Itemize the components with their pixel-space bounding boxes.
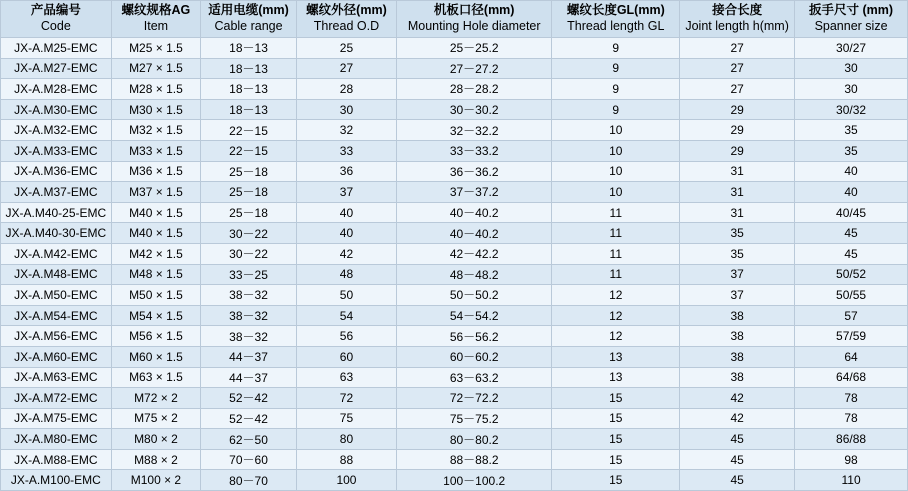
table-cell: 78 — [795, 408, 908, 429]
cell-item: M37 × 1.5 — [111, 182, 200, 203]
column-header-4 — [296, 1, 396, 38]
table-row — [1, 243, 908, 264]
table-row — [1, 202, 908, 223]
cell-item: M88 × 2 — [111, 449, 200, 470]
cell-code: JX-A.M56-EMC — [1, 326, 112, 347]
table-cell: 9 — [552, 79, 680, 100]
column-header-cn: 机板口径(mm) — [433, 3, 515, 18]
table-row — [1, 449, 908, 470]
column-header-2 — [111, 1, 200, 38]
table-cell: 42－42.2 — [396, 243, 551, 264]
column-header-en: Thread O.D — [313, 19, 380, 33]
table-cell: 54－54.2 — [396, 305, 551, 326]
table-row — [1, 429, 908, 450]
table-cell: 62－50 — [201, 429, 297, 450]
table-cell: 45 — [680, 429, 795, 450]
table-cell: 18－13 — [201, 58, 297, 79]
table-cell: 45 — [680, 449, 795, 470]
table-cell: 50－50.2 — [396, 285, 551, 306]
table-cell: 42 — [680, 388, 795, 409]
table-cell: 30－22 — [201, 243, 297, 264]
table-row — [1, 305, 908, 326]
table-cell: 31 — [680, 182, 795, 203]
table-cell: 72－72.2 — [396, 388, 551, 409]
cell-item: M80 × 2 — [111, 429, 200, 450]
table-cell: 45 — [795, 223, 908, 244]
cell-code: JX-A.M42-EMC — [1, 243, 112, 264]
table-row — [1, 140, 908, 161]
table-cell: 30 — [795, 79, 908, 100]
table-cell: 56－56.2 — [396, 326, 551, 347]
cell-item: M60 × 1.5 — [111, 346, 200, 367]
cell-code: JX-A.M33-EMC — [1, 140, 112, 161]
cell-item: M56 × 1.5 — [111, 326, 200, 347]
table-cell: 10 — [552, 161, 680, 182]
cell-item: M25 × 1.5 — [111, 38, 200, 59]
table-cell: 75 — [296, 408, 396, 429]
cell-code: JX-A.M75-EMC — [1, 408, 112, 429]
table-cell: 42 — [680, 408, 795, 429]
table-cell: 38 — [680, 346, 795, 367]
table-cell: 25－18 — [201, 202, 297, 223]
table-cell: 18－13 — [201, 99, 297, 120]
table-cell: 63－63.2 — [396, 367, 551, 388]
table-cell: 80 — [296, 429, 396, 450]
table-cell: 13 — [552, 346, 680, 367]
table-cell: 27 — [680, 38, 795, 59]
table-row — [1, 182, 908, 203]
cell-item: M63 × 1.5 — [111, 367, 200, 388]
column-header-en: Thread length GL — [567, 19, 665, 33]
cell-item: M75 × 2 — [111, 408, 200, 429]
column-header-cn: 产品编号 — [30, 3, 81, 18]
table-cell: 31 — [680, 161, 795, 182]
table-row — [1, 120, 908, 141]
table-cell: 27 — [296, 58, 396, 79]
cell-item: M48 × 1.5 — [111, 264, 200, 285]
table-cell: 27－27.2 — [396, 58, 551, 79]
table-cell: 40－40.2 — [396, 202, 551, 223]
cell-code: JX-A.M27-EMC — [1, 58, 112, 79]
table-cell: 29 — [680, 120, 795, 141]
column-header-cn: 接合长度 — [712, 3, 763, 18]
cell-code: JX-A.M30-EMC — [1, 99, 112, 120]
table-cell: 9 — [552, 58, 680, 79]
table-cell: 45 — [680, 470, 795, 491]
table-cell: 15 — [552, 449, 680, 470]
table-cell: 25－25.2 — [396, 38, 551, 59]
cell-code: JX-A.M63-EMC — [1, 367, 112, 388]
table-row — [1, 346, 908, 367]
column-header-cn: 扳手尺寸 (mm) — [809, 3, 894, 18]
table-cell: 35 — [680, 243, 795, 264]
table-cell: 50 — [296, 285, 396, 306]
column-header-cn: 螺纹外径(mm) — [306, 3, 387, 18]
cell-code: JX-A.M50-EMC — [1, 285, 112, 306]
table-row — [1, 38, 908, 59]
cell-item: M27 × 1.5 — [111, 58, 200, 79]
cell-code: JX-A.M32-EMC — [1, 120, 112, 141]
table-cell: 56 — [296, 326, 396, 347]
table-cell: 37－37.2 — [396, 182, 551, 203]
table-cell: 38 — [680, 326, 795, 347]
column-header-en: Spanner size — [814, 19, 888, 33]
column-header-5 — [396, 1, 551, 38]
table-cell: 60 — [296, 346, 396, 367]
table-cell: 37 — [680, 285, 795, 306]
column-header-8 — [795, 1, 908, 38]
column-header-1 — [1, 1, 112, 38]
table-cell: 42 — [296, 243, 396, 264]
table-cell: 32 — [296, 120, 396, 141]
table-cell: 36 — [296, 161, 396, 182]
table-cell: 10 — [552, 140, 680, 161]
table-cell: 40 — [296, 202, 396, 223]
header-row — [1, 1, 908, 38]
table-row — [1, 223, 908, 244]
cell-code: JX-A.M25-EMC — [1, 38, 112, 59]
table-body — [1, 38, 908, 491]
table-cell: 40 — [795, 182, 908, 203]
cell-code: JX-A.M40-30-EMC — [1, 223, 112, 244]
table-cell: 9 — [552, 99, 680, 120]
table-cell: 64 — [795, 346, 908, 367]
table-cell: 15 — [552, 388, 680, 409]
table-row — [1, 161, 908, 182]
table-cell: 57/59 — [795, 326, 908, 347]
table-cell: 22－15 — [201, 140, 297, 161]
table-cell: 80－80.2 — [396, 429, 551, 450]
cell-code: JX-A.M40-25-EMC — [1, 202, 112, 223]
table-cell: 75－75.2 — [396, 408, 551, 429]
table-cell: 30/27 — [795, 38, 908, 59]
cell-item: M33 × 1.5 — [111, 140, 200, 161]
table-cell: 11 — [552, 264, 680, 285]
table-cell: 25－18 — [201, 182, 297, 203]
table-cell: 29 — [680, 140, 795, 161]
cell-code: JX-A.M80-EMC — [1, 429, 112, 450]
column-header-3 — [201, 1, 297, 38]
table-cell: 80－70 — [201, 470, 297, 491]
table-cell: 57 — [795, 305, 908, 326]
table-cell: 29 — [680, 99, 795, 120]
table-cell: 40 — [795, 161, 908, 182]
column-header-en: Mounting Hole diameter — [407, 19, 541, 33]
table-cell: 45 — [795, 243, 908, 264]
table-cell: 12 — [552, 305, 680, 326]
table-row — [1, 99, 908, 120]
table-cell: 48 — [296, 264, 396, 285]
table-cell: 25 — [296, 38, 396, 59]
table-cell: 54 — [296, 305, 396, 326]
table-cell: 11 — [552, 243, 680, 264]
cell-item: M32 × 1.5 — [111, 120, 200, 141]
column-header-en: Code — [40, 19, 71, 33]
column-header-en: Item — [143, 19, 169, 33]
table-cell: 44－37 — [201, 346, 297, 367]
table-cell: 36－36.2 — [396, 161, 551, 182]
column-header-cn: 螺纹长度GL(mm) — [566, 3, 665, 18]
table-row — [1, 285, 908, 306]
cell-code: JX-A.M54-EMC — [1, 305, 112, 326]
cell-item: M30 × 1.5 — [111, 99, 200, 120]
table-row — [1, 367, 908, 388]
table-header — [1, 1, 908, 38]
table-cell: 63 — [296, 367, 396, 388]
table-cell: 30－22 — [201, 223, 297, 244]
table-cell: 78 — [795, 388, 908, 409]
table-cell: 30 — [795, 58, 908, 79]
table-row — [1, 326, 908, 347]
table-row — [1, 58, 908, 79]
cell-item: M72 × 2 — [111, 388, 200, 409]
table-cell: 100 — [296, 470, 396, 491]
cell-code: JX-A.M37-EMC — [1, 182, 112, 203]
table-cell: 11 — [552, 223, 680, 244]
table-cell: 32－32.2 — [396, 120, 551, 141]
table-cell: 18－13 — [201, 79, 297, 100]
table-cell: 30/32 — [795, 99, 908, 120]
cell-code: JX-A.M36-EMC — [1, 161, 112, 182]
table-cell: 40 — [296, 223, 396, 244]
table-row — [1, 388, 908, 409]
cell-code: JX-A.M28-EMC — [1, 79, 112, 100]
table-cell: 98 — [795, 449, 908, 470]
table-cell: 22－15 — [201, 120, 297, 141]
cell-code: JX-A.M88-EMC — [1, 449, 112, 470]
cell-item: M100 × 2 — [111, 470, 200, 491]
table-cell: 12 — [552, 285, 680, 306]
table-cell: 11 — [552, 202, 680, 223]
table-cell: 37 — [296, 182, 396, 203]
table-row — [1, 470, 908, 491]
table-cell: 52－42 — [201, 408, 297, 429]
table-cell: 18－13 — [201, 38, 297, 59]
table-cell: 72 — [296, 388, 396, 409]
table-cell: 15 — [552, 408, 680, 429]
table-cell: 27 — [680, 79, 795, 100]
column-header-en: Cable range — [214, 19, 283, 33]
table-cell: 60－60.2 — [396, 346, 551, 367]
table-cell: 52－42 — [201, 388, 297, 409]
table-cell: 38－32 — [201, 305, 297, 326]
table-cell: 35 — [795, 140, 908, 161]
table-cell: 30－30.2 — [396, 99, 551, 120]
table-cell: 10 — [552, 182, 680, 203]
cell-item: M42 × 1.5 — [111, 243, 200, 264]
table-cell: 30 — [296, 99, 396, 120]
column-header-cn: 螺纹规格AG — [121, 3, 191, 18]
table-cell: 38 — [680, 305, 795, 326]
cell-item: M40 × 1.5 — [111, 223, 200, 244]
cell-code: JX-A.M60-EMC — [1, 346, 112, 367]
table-cell: 100－100.2 — [396, 470, 551, 491]
cell-item: M28 × 1.5 — [111, 79, 200, 100]
table-cell: 38 — [680, 367, 795, 388]
cell-code: JX-A.M72-EMC — [1, 388, 112, 409]
cell-item: M36 × 1.5 — [111, 161, 200, 182]
table-cell: 31 — [680, 202, 795, 223]
cell-item: M54 × 1.5 — [111, 305, 200, 326]
table-cell: 10 — [552, 120, 680, 141]
table-cell: 33－33.2 — [396, 140, 551, 161]
table-row — [1, 264, 908, 285]
cell-code: JX-A.M48-EMC — [1, 264, 112, 285]
table-cell: 110 — [795, 470, 908, 491]
table-cell: 15 — [552, 470, 680, 491]
column-header-6 — [552, 1, 680, 38]
table-row — [1, 79, 908, 100]
table-cell: 37 — [680, 264, 795, 285]
table-cell: 40－40.2 — [396, 223, 551, 244]
table-cell: 38－32 — [201, 326, 297, 347]
column-header-cn: 适用电缆(mm) — [208, 3, 289, 18]
table-cell: 28－28.2 — [396, 79, 551, 100]
table-cell: 40/45 — [795, 202, 908, 223]
table-cell: 50/52 — [795, 264, 908, 285]
table-cell: 15 — [552, 429, 680, 450]
table-row — [1, 408, 908, 429]
column-header-7 — [680, 1, 795, 38]
table-cell: 9 — [552, 38, 680, 59]
table-cell: 38－32 — [201, 285, 297, 306]
cell-item: M50 × 1.5 — [111, 285, 200, 306]
table-cell: 27 — [680, 58, 795, 79]
table-cell: 88－88.2 — [396, 449, 551, 470]
table-cell: 48－48.2 — [396, 264, 551, 285]
table-cell: 44－37 — [201, 367, 297, 388]
cell-code: JX-A.M100-EMC — [1, 470, 112, 491]
table-cell: 33－25 — [201, 264, 297, 285]
table-cell: 25－18 — [201, 161, 297, 182]
table-cell: 12 — [552, 326, 680, 347]
table-cell: 64/68 — [795, 367, 908, 388]
table-cell: 33 — [296, 140, 396, 161]
table-cell: 88 — [296, 449, 396, 470]
table-cell: 86/88 — [795, 429, 908, 450]
table-cell: 70－60 — [201, 449, 297, 470]
table-cell: 35 — [680, 223, 795, 244]
cell-item: M40 × 1.5 — [111, 202, 200, 223]
table-cell: 13 — [552, 367, 680, 388]
table-cell: 50/55 — [795, 285, 908, 306]
table-cell: 28 — [296, 79, 396, 100]
table-cell: 35 — [795, 120, 908, 141]
column-header-en: Joint length h(mm) — [685, 19, 789, 33]
